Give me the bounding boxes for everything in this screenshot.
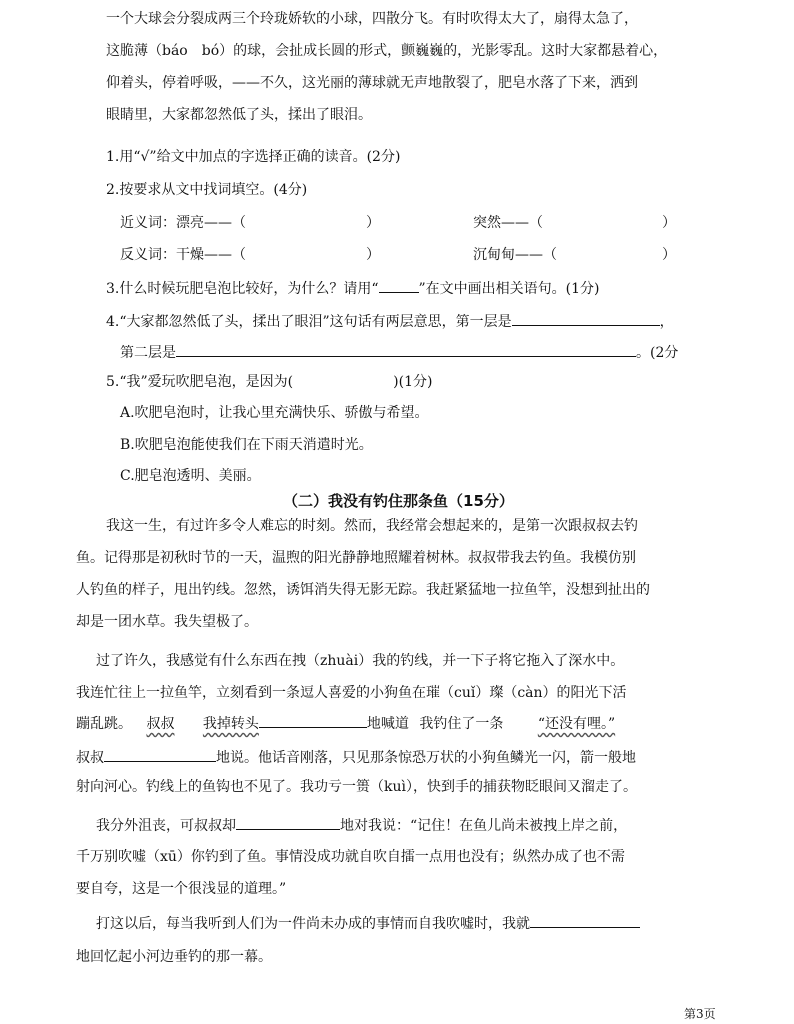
section-title: （二）我没有钓住那条鱼（15分） bbox=[283, 492, 514, 510]
synonym-row bbox=[120, 213, 246, 233]
answer-blank-paren[interactable]: ） bbox=[662, 215, 676, 231]
story-text: 我钓住了一条 bbox=[419, 716, 504, 732]
story-line: 人钓鱼的样子，甩出钓线。忽然，诱饵消失得无影无踪。我赶紧猛地一拉鱼竿，没想到扯出的 bbox=[76, 582, 650, 598]
answer-blank[interactable] bbox=[236, 815, 340, 830]
answer-blank-paren[interactable]: ） bbox=[662, 247, 676, 263]
answer-blank-paren[interactable]: ） bbox=[366, 215, 380, 231]
story-text: 地喊道 bbox=[366, 716, 409, 732]
passage-line: 这脆薄（báo bó）的球，会扯成长圆的形式，颤巍巍的，光影零乱。这时大家都悬着心， bbox=[106, 43, 668, 59]
wavy-underlined-text: 叔叔 bbox=[146, 716, 175, 732]
synonym-item-1: 漂亮——（ bbox=[176, 215, 246, 231]
story-line: 过了许久，我感觉有什么东西在拽（zhuài）我的钓线，并一下子将它拖入了深水中。 bbox=[96, 653, 625, 669]
story-line: 我这一生，有过许多令人难忘的时刻。然而，我经常会想起来的，是第一次跟叔叔去钓 bbox=[106, 518, 638, 534]
question-3-text: 3.什么时候玩肥皂泡比较好，为什么？请用“ bbox=[106, 281, 379, 297]
story-line-with-blanks bbox=[96, 815, 627, 836]
page-number: 第3页 bbox=[684, 1007, 716, 1021]
story-line: 要自夸，这是一个很浅显的道理。” bbox=[76, 881, 287, 897]
question-4-score: 。(2分 bbox=[636, 345, 679, 361]
question-4 bbox=[106, 311, 674, 332]
story-text: 叔叔 bbox=[76, 750, 104, 766]
story-line: 却是一团水草。我失望极了。 bbox=[76, 614, 258, 630]
story-text: 我分外沮丧，可叔叔却 bbox=[96, 818, 236, 834]
option-b[interactable]: B.吹肥皂泡能使我们在下雨天消遣时光。 bbox=[120, 437, 373, 453]
story-line: 我连忙往上一拉鱼竿，立刻看到一条逗人喜爱的小狗鱼在璀（cuǐ）璨（càn）的阳光下活 bbox=[76, 685, 627, 701]
story-line-with-blanks bbox=[76, 713, 615, 734]
wavy-underlined-text: “还没有哩。” bbox=[537, 716, 616, 732]
option-c[interactable]: C.肥皂泡透明、美丽。 bbox=[120, 468, 261, 484]
question-5-text: 5.“我”爱玩吹肥皂泡，是因为( bbox=[106, 374, 294, 390]
question-4-part-2 bbox=[120, 342, 678, 363]
passage-line: 仰着头，停着呼吸，——不久，这光丽的薄球就无声地散裂了，肥皂水落了下来，洒到 bbox=[106, 75, 638, 91]
story-line: 地回忆起小河边垂钓的那一幕。 bbox=[76, 949, 272, 965]
antonym-item-1: 干燥——（ bbox=[176, 247, 246, 263]
answer-blank[interactable] bbox=[176, 342, 636, 357]
story-line: 千万别吹嘘（xū）你钓到了鱼。事情没成功就自吹自擂一点用也没有；纵然办成了也不需 bbox=[76, 849, 625, 865]
answer-blank[interactable] bbox=[104, 747, 216, 762]
antonym-item-2: 沉甸甸——（ bbox=[473, 247, 557, 263]
question-5-score: )(1分) bbox=[393, 374, 433, 390]
synonym-item-2: 突然——（ bbox=[473, 215, 543, 231]
question-1: 1.用“√”给文中加点的字选择正确的读音。(2分) bbox=[106, 149, 401, 165]
answer-blank[interactable] bbox=[379, 278, 419, 293]
question-4-text-2: 第二层是 bbox=[120, 345, 176, 361]
question-4-text: 4.“大家都忽然低了头，揉出了眼泪”这句话有两层意思，第一层是 bbox=[106, 314, 512, 330]
story-line-with-blanks bbox=[76, 747, 636, 768]
story-line: 射向河心。钓线上的鱼钩也不见了。我功亏一篑（kuì），快到手的捕获物眨眼间又溜走了。 bbox=[76, 779, 637, 795]
answer-blank[interactable] bbox=[530, 913, 640, 928]
synonym-label: 近义词： bbox=[120, 215, 176, 231]
question-4-comma: ， bbox=[659, 314, 674, 330]
story-text: 蹦乱跳。 bbox=[76, 716, 132, 732]
wavy-underlined-text: 我掉转头 bbox=[202, 716, 259, 732]
antonym-label: 反义词： bbox=[120, 247, 176, 263]
story-text: 地说。他话音刚落，只见那条惊恐万状的小狗鱼鳞光一闪，箭一般地 bbox=[216, 750, 636, 766]
passage-line: 一个大球会分裂成两三个玲珑娇软的小球，四散分飞。有时吹得太大了，扇得太急了， bbox=[106, 11, 638, 27]
question-5 bbox=[106, 372, 432, 392]
option-a[interactable]: A.吹肥皂泡时，让我心里充满快乐、骄傲与希望。 bbox=[120, 405, 429, 421]
answer-blank[interactable] bbox=[512, 311, 660, 326]
story-line-with-blanks bbox=[96, 913, 640, 934]
answer-blank[interactable] bbox=[259, 713, 367, 728]
question-3-text-end: ”在文中画出相关语句。(1分) bbox=[418, 281, 600, 297]
question-3 bbox=[106, 278, 600, 299]
story-text: 地对我说：“记住！在鱼儿尚未被拽上岸之前， bbox=[340, 818, 628, 834]
antonym-row bbox=[120, 245, 246, 265]
story-text: 打这以后，每当我听到人们为一件尚未办成的事情而自我吹嘘时，我就 bbox=[96, 916, 530, 932]
passage-line: 眼睛里，大家都忽然低了头，揉出了眼泪。 bbox=[106, 107, 372, 123]
story-line: 鱼。记得那是初秋时节的一天，温煦的阳光静静地照耀着树林。叔叔带我去钓鱼。我模仿别 bbox=[76, 550, 636, 566]
question-2: 2.按要求从文中找词填空。(4分) bbox=[106, 182, 308, 198]
answer-blank-paren[interactable]: ） bbox=[366, 247, 380, 263]
